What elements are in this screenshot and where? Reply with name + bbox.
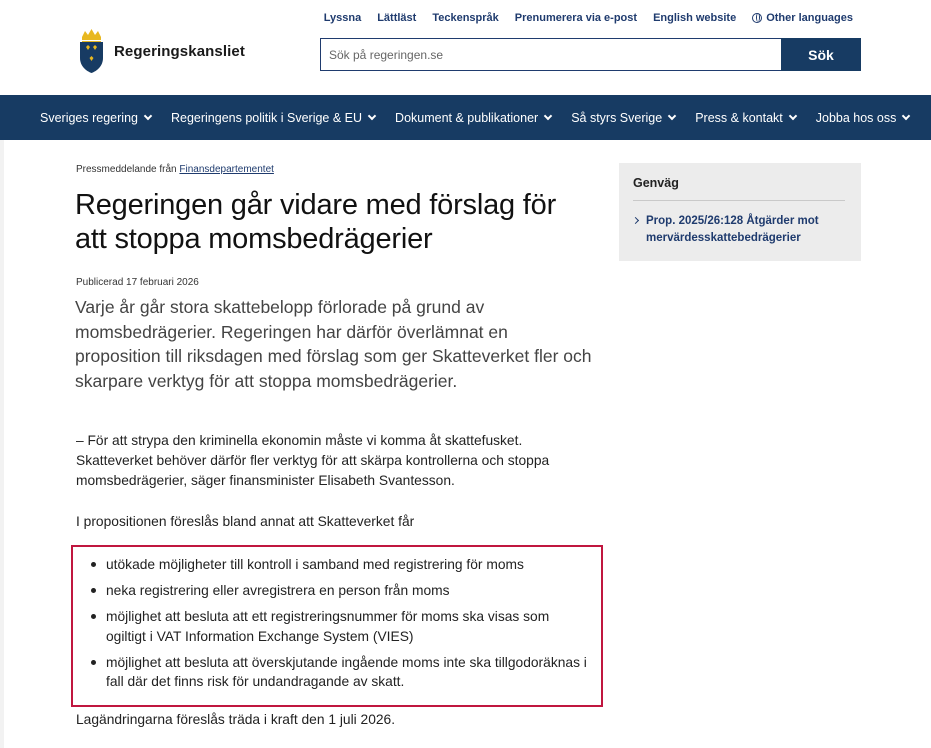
proposition-link[interactable]: Prop. 2025/26:128 Åtgärder mot mervärdesskattebedrägerier xyxy=(646,215,819,244)
nav-label: Regeringens politik i Sverige & EU xyxy=(170,110,363,125)
chevron-down-icon xyxy=(144,111,152,119)
chevron-down-icon xyxy=(902,111,910,119)
nav-item-jobba-hos-oss[interactable] xyxy=(816,111,910,125)
site-logo[interactable] xyxy=(78,28,245,74)
site-header xyxy=(0,0,931,95)
list-intro: I propositionen föreslås bland annat att Skatteverket får xyxy=(76,514,415,529)
brand-name: Regeringskansliet xyxy=(114,42,245,60)
nav-item-press-kontakt[interactable] xyxy=(695,111,796,125)
list-item: neka registrering eller avregistrera en person från moms xyxy=(89,581,589,601)
list-item: utökade möjligheter till kontroll i samband med registrering för moms xyxy=(89,555,589,575)
crown-crest-icon xyxy=(78,28,105,74)
utility-links xyxy=(308,12,853,24)
published-date: Publicerad 17 februari 2026 xyxy=(76,277,199,288)
chevron-down-icon xyxy=(789,111,797,119)
nav-item-sa-styrs-sverige[interactable] xyxy=(571,111,675,125)
proposal-list xyxy=(89,555,589,698)
easy-read-link[interactable]: Lättläst xyxy=(377,12,417,24)
chevron-down-icon xyxy=(668,111,676,119)
other-languages-label: Other languages xyxy=(766,12,853,24)
kicker-prefix: Pressmeddelande från xyxy=(76,164,177,175)
main-content xyxy=(4,140,931,748)
subscribe-link[interactable]: Prenumerera via e-post xyxy=(514,12,638,24)
nav-label: Jobba hos oss xyxy=(815,110,897,125)
shortcut-heading: Genväg xyxy=(633,176,679,190)
listen-link[interactable]: Lyssna xyxy=(323,12,362,24)
list-item: möjlighet att besluta att ett registreringsnummer för moms ska visas som ogiltigt i VAT Information Exchange System (VIES) xyxy=(89,607,589,646)
article-lead: Varje år går stora skattebelopp förlorade på grund av momsbedrägerier. Regeringen har därför överlämnat en proposition till riksdagen med förslag som ger Skatteverket fler och skarpare verktyg för att stoppa momsbedrägerier. xyxy=(75,297,592,391)
other-languages-link[interactable] xyxy=(752,12,853,24)
department-link[interactable]: Finansdepartementet xyxy=(179,164,274,175)
chevron-right-icon xyxy=(632,217,639,224)
nav-label: Sveriges regering xyxy=(40,110,138,125)
highlighted-proposal-list xyxy=(71,545,603,707)
shortcut-box xyxy=(619,163,861,261)
page-title: Regeringen går vidare med förslag för att stoppa momsbedrägerier xyxy=(75,189,557,255)
chevron-down-icon xyxy=(544,111,552,119)
globe-icon xyxy=(752,13,762,23)
nav-item-sveriges-regering[interactable] xyxy=(40,111,151,125)
search-button[interactable]: Sök xyxy=(781,38,861,71)
minister-quote: – För att strypa den kriminella ekonomin måste vi komma åt skattefusket. Skatteverket behöver därför fler verktyg för att skärpa kontrollerna och stoppa momsbedrägerier, säger finansminister Elisabeth Svantesson. xyxy=(76,433,550,488)
article-kicker xyxy=(76,164,274,175)
search-input[interactable] xyxy=(320,38,781,71)
effective-date-text: Lagändringarna föreslås träda i kraft den 1 juli 2026. xyxy=(76,712,396,727)
list-item: möjlighet att besluta att överskjutande ingående moms inte ska tillgodoräknas i fall där det finns risk för undandragande av skatt. xyxy=(89,653,589,692)
divider xyxy=(633,200,845,201)
main-nav xyxy=(0,95,931,140)
sign-language-link[interactable]: Teckenspråk xyxy=(432,12,499,24)
nav-label: Press & kontakt xyxy=(695,110,783,125)
nav-label: Dokument & publikationer xyxy=(395,110,539,125)
nav-item-politik[interactable] xyxy=(171,111,375,125)
search-form xyxy=(320,38,861,71)
nav-item-dokument[interactable] xyxy=(395,111,551,125)
nav-label: Så styrs Sverige xyxy=(571,110,663,125)
chevron-down-icon xyxy=(368,111,376,119)
english-website-link[interactable]: English website xyxy=(653,12,737,24)
